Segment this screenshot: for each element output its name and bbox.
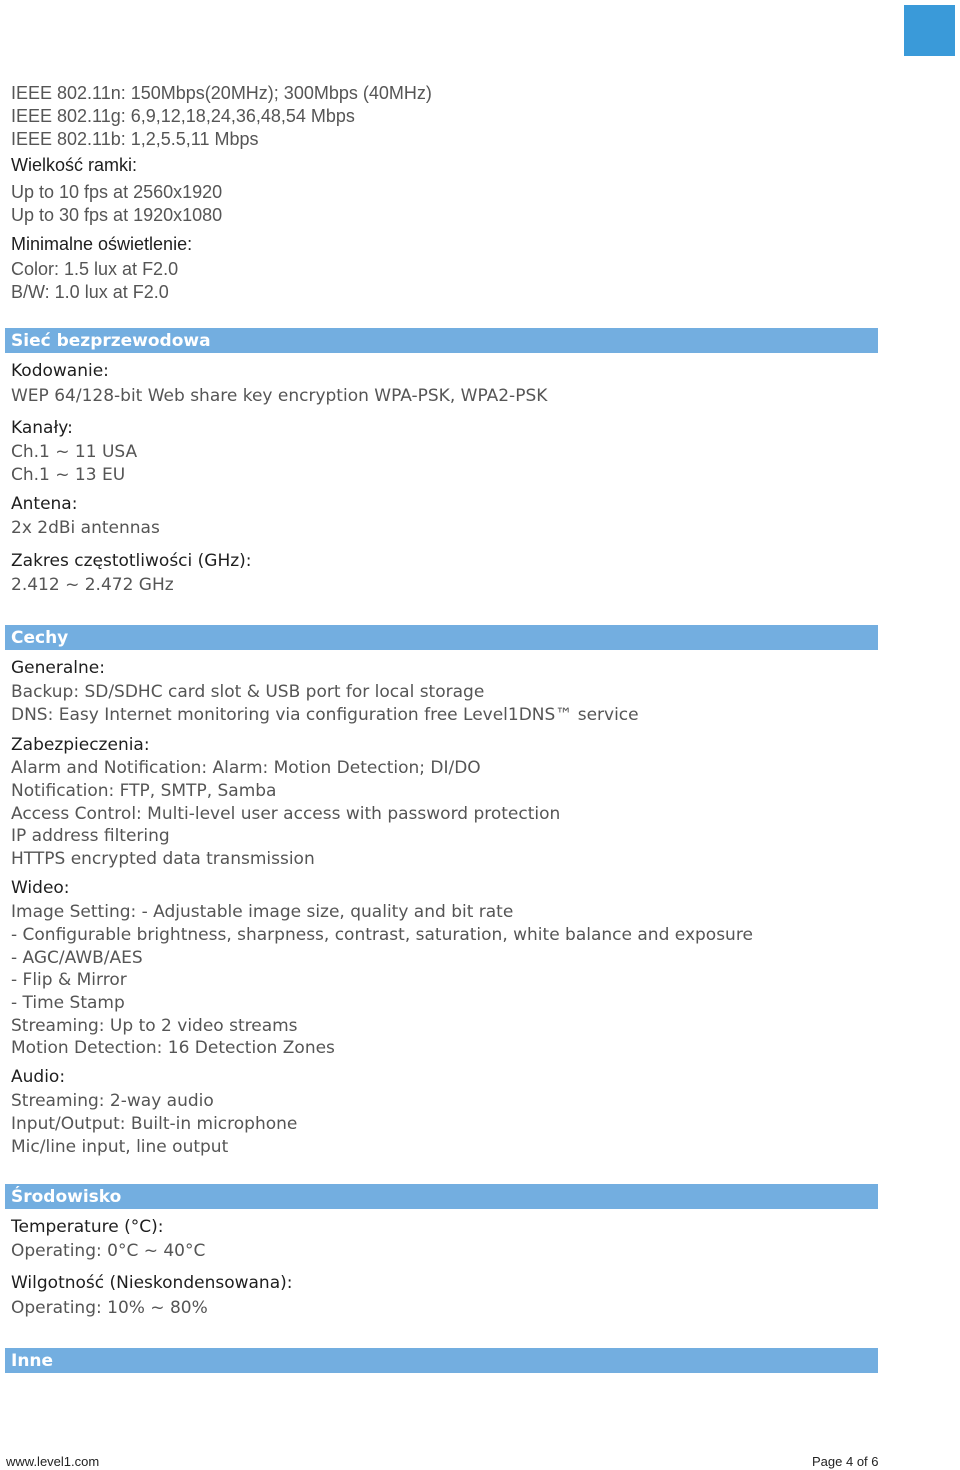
spec-line: - Time Stamp xyxy=(11,993,125,1013)
spec-line: IEEE 802.11b: 1,2,5.5,11 Mbps xyxy=(11,129,259,149)
spec-line: Image Setting: - Adjustable image size, quality and bit rate xyxy=(11,902,514,922)
spec-line: Operating: 0°C ~ 40°C xyxy=(11,1241,206,1261)
spec-line: Ch.1 ~ 11 USA xyxy=(11,442,138,462)
spec-line: Input/Output: Built-in microphone xyxy=(11,1114,298,1134)
spec-line: Access Control: Multi-level user access with password protection xyxy=(11,804,561,824)
spec-line: - Configurable brightness, sharpness, contrast, saturation, white balance and exposure xyxy=(11,925,753,945)
spec-line: IP address filtering xyxy=(11,826,170,846)
spec-line: - Flip & Mirror xyxy=(11,970,127,990)
spec-line: Up to 30 fps at 1920x1080 xyxy=(11,205,223,225)
spec-line: DNS: Easy Internet monitoring via configuration free Level1DNS™ service xyxy=(11,705,639,725)
spec-label: Antena: xyxy=(11,494,78,514)
spec-label: Kanały: xyxy=(11,418,73,438)
footer-website: www.level1.com xyxy=(6,1454,100,1469)
spec-label: Zabezpieczenia: xyxy=(11,735,150,755)
section-header-features xyxy=(5,625,878,650)
spec-line: Color: 1.5 lux at F2.0 xyxy=(11,259,179,279)
spec-label: Zakres częstotliwości (GHz): xyxy=(11,551,252,571)
spec-label: Wideo: xyxy=(11,878,70,898)
spec-label: Minimalne oświetlenie: xyxy=(11,234,193,254)
spec-label: Wielkość ramki: xyxy=(11,155,138,175)
corner-accent-square xyxy=(904,5,955,56)
spec-line: Streaming: 2-way audio xyxy=(11,1091,214,1111)
spec-line: - AGC/AWB/AES xyxy=(11,948,143,968)
footer-page-number: Page 4 of 6 xyxy=(812,1454,879,1469)
spec-line: Notification: FTP, SMTP, Samba xyxy=(11,781,277,801)
spec-line: Streaming: Up to 2 video streams xyxy=(11,1016,298,1036)
spec-label: Audio: xyxy=(11,1067,66,1087)
section-title: Środowisko xyxy=(11,1187,122,1207)
section-header-other xyxy=(5,1348,878,1373)
section-header-environment xyxy=(5,1184,878,1209)
spec-line: HTTPS encrypted data transmission xyxy=(11,849,315,869)
spec-line: 2x 2dBi antennas xyxy=(11,518,160,538)
spec-line: Backup: SD/SDHC card slot & USB port for local storage xyxy=(11,682,485,702)
section-header-wireless xyxy=(5,328,878,353)
spec-line: IEEE 802.11g: 6,9,12,18,24,36,48,54 Mbps xyxy=(11,106,355,126)
spec-line: Up to 10 fps at 2560x1920 xyxy=(11,182,223,202)
spec-label: Generalne: xyxy=(11,658,105,678)
spec-label: Temperature (°C): xyxy=(11,1217,164,1237)
spec-line: WEP 64/128-bit Web share key encryption WPA-PSK, WPA2-PSK xyxy=(11,386,548,406)
section-title: Sieć bezprzewodowa xyxy=(11,331,211,351)
spec-label: Wilgotność (Nieskondensowana): xyxy=(11,1273,293,1293)
spec-line: Alarm and Notification: Alarm: Motion Detection; DI/DO xyxy=(11,758,481,778)
spec-line: Ch.1 ~ 13 EU xyxy=(11,465,126,485)
spec-line: IEEE 802.11n: 150Mbps(20MHz); 300Mbps (40MHz) xyxy=(11,83,432,103)
section-title: Cechy xyxy=(11,628,69,648)
spec-line: Motion Detection: 16 Detection Zones xyxy=(11,1038,335,1058)
spec-label: Kodowanie: xyxy=(11,361,109,381)
section-title: Inne xyxy=(11,1351,54,1371)
spec-line: Mic/line input, line output xyxy=(11,1137,229,1157)
spec-line: Operating: 10% ~ 80% xyxy=(11,1298,208,1318)
spec-line: B/W: 1.0 lux at F2.0 xyxy=(11,282,169,302)
spec-line: 2.412 ~ 2.472 GHz xyxy=(11,575,174,595)
